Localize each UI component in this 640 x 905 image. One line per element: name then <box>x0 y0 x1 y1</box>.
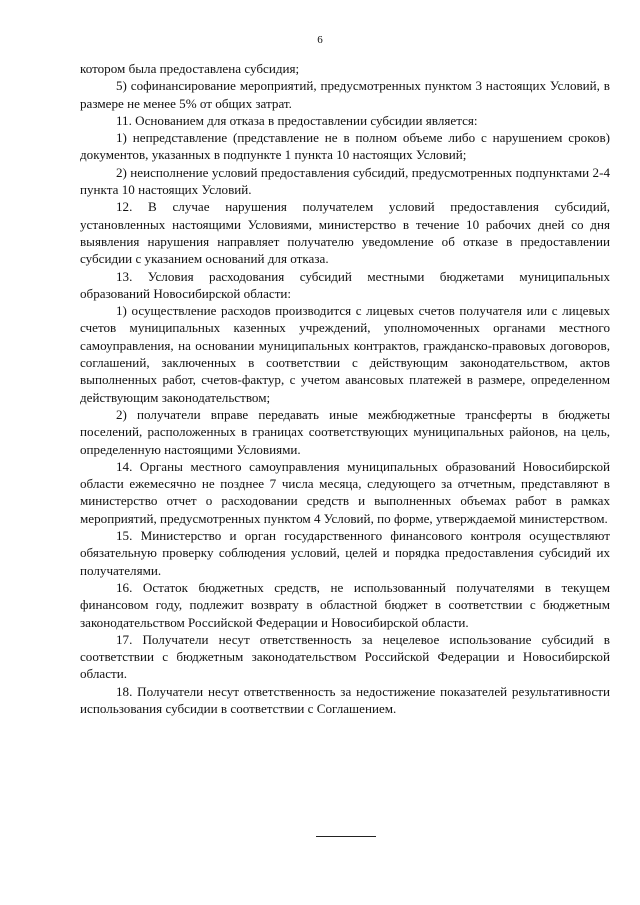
paragraph-11-1: 1) непредставление (представление не в полном объеме либо с нарушением сроков) документов, указанных в подпункте 1 пункта 10 настоящих Условий; <box>80 130 610 163</box>
paragraph-15: 15. Министерство и орган государственного финансового контроля осуществляют обязательную проверку соблюдения условий, целей и порядка предоставления субсидий их получателями. <box>80 528 610 578</box>
paragraph-12: 12. В случае нарушения получателем условий предоставления субсидий, установленных настоящими Условиями, министерство в течение 10 рабочих дней со дня выявления нарушения направляет получателю уведомление об отказе в предоставлении субсидии с указанием оснований для отказа. <box>80 199 610 267</box>
footer-divider <box>316 836 376 837</box>
paragraph-10-5: 5) софинансирование мероприятий, предусмотренных пунктом 3 настоящих Условий, в размере не менее 5% от общих затрат. <box>80 78 610 111</box>
paragraph-13: 13. Условия расходования субсидий местными бюджетами муниципальных образований Новосибирской области: <box>80 268 610 301</box>
paragraph-13-2: 2) получатели вправе передавать иные межбюджетные трансферты в бюджеты поселений, расположенных в границах соответствующих муниципальных районов, на цель, определенную настоящими Условиями. <box>80 406 610 457</box>
paragraph-continuation: котором была предоставлена субсидия; <box>80 61 300 76</box>
document-body <box>80 60 610 717</box>
paragraph-13-1: 1) осуществление расходов производится с лицевых счетов получателя или с лицевых счетов муниципальных казенных учреждений, уполномоченных органами местного самоуправления, на основании муниципальных контрактов, гражданско-правовых договоров, соглашений, заключенных в соответствии с действующим законодательством, актов выполненных работ, счетов-фактур, с учетом авансовых платежей в размере, определенном действующим законодательством; <box>80 303 610 405</box>
paragraph-14: 14. Органы местного самоуправления муниципальных образований Новосибирской области ежемесячно не позднее 7 числа месяца, следующего за отчетным, представляют в министерство отчет о расходовании средств и выполненных объемах работ в рамках мероприятий, предусмотренных пунктом 4 Условий, по форме, утверждаемой министерством. <box>80 458 610 526</box>
paragraph-16: 16. Остаток бюджетных средств, не использованный получателями в текущем финансовом году, подлежит возврату в областной бюджет в соответствии с бюджетным законодательством Российской Федерации и Новосибирской области. <box>80 579 610 630</box>
paragraph-18: 18. Получатели несут ответственность за недостижение показателей результативности использования субсидии в соответствии с Соглашением. <box>80 683 610 716</box>
paragraph-11-2: 2) неисполнение условий предоставления субсидий, предусмотренных подпунктами 2-4 пункта 10 настоящих Условий. <box>80 164 610 198</box>
page-number: 6 <box>317 34 323 46</box>
paragraph-11: 11. Основанием для отказа в предоставлении субсидии является: <box>116 112 478 128</box>
paragraph-17: 17. Получатели несут ответственность за нецелевое использование субсидий в соответствии с бюджетным законодательством Российской Федерации и Новосибирской области. <box>80 631 610 682</box>
